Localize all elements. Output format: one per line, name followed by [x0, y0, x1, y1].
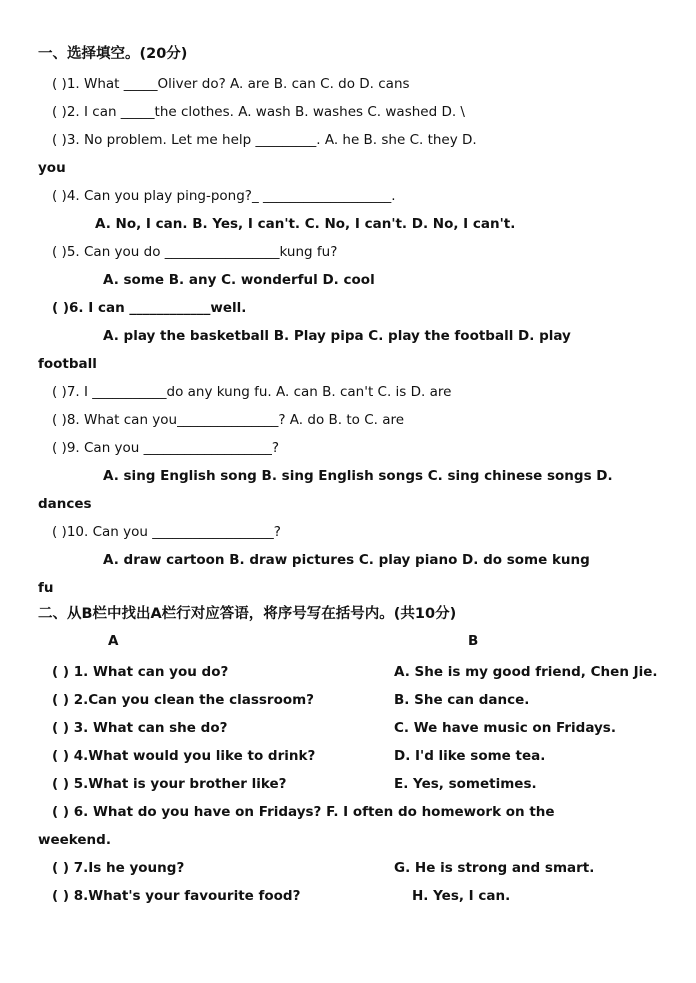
- question-8: ( )8. What can you_______________? A. do B. to C. are: [52, 412, 405, 428]
- question-3-continuation: you: [38, 160, 66, 176]
- question-7: ( )7. I ___________do any kung fu. A. can B. can't C. is D. are: [52, 384, 452, 400]
- column-b-header: B: [468, 633, 479, 649]
- section2-heading: 二、从B栏中找出A栏行对应答语，将序号写在括号内。(共10分): [38, 606, 457, 622]
- match-answer: H. Yes, I can.: [412, 888, 511, 904]
- question-5: ( )5. Can you do _________________kung fu?: [52, 244, 338, 260]
- column-a-header: A: [108, 633, 119, 649]
- match-row: [52, 662, 658, 682]
- question-10-continuation: fu: [38, 580, 54, 596]
- match-row-6: ( ) 6. What do you have on Fridays? F. I often do homework on the: [52, 804, 555, 820]
- match-question: ( ) 1. What can you do?: [52, 664, 229, 680]
- question-10: ( )10. Can you __________________?: [52, 524, 281, 540]
- match-answer: A. She is my good friend, Chen Jie.: [394, 664, 658, 680]
- question-9-options: A. sing English song B. sing English songs C. sing chinese songs D.: [103, 468, 613, 484]
- match-row-6-continuation: weekend.: [38, 832, 111, 848]
- match-answer: E. Yes, sometimes.: [394, 776, 537, 792]
- question-9: ( )9. Can you ___________________?: [52, 440, 280, 456]
- match-question: ( ) 4.What would you like to drink?: [52, 748, 316, 764]
- match-question: ( ) 5.What is your brother like?: [52, 776, 287, 792]
- match-answer: G. He is strong and smart.: [394, 860, 595, 876]
- match-row: [52, 718, 658, 738]
- question-6-options: A. play the basketball B. Play pipa C. play the football D. play: [103, 328, 571, 344]
- match-question: ( ) 7.Is he young?: [52, 860, 185, 876]
- match-question: ( ) 2.Can you clean the classroom?: [52, 692, 315, 708]
- question-4: ( )4. Can you play ping-pong?_ ___________________.: [52, 188, 396, 204]
- match-row: [52, 886, 658, 906]
- match-row: [52, 690, 658, 710]
- match-question: ( ) 8.What's your favourite food?: [52, 888, 301, 904]
- match-question: ( ) 3. What can she do?: [52, 720, 228, 736]
- question-4-options: A. No, I can. B. Yes, I can't. C. No, I can't. D. No, I can't.: [95, 216, 516, 232]
- match-row: [52, 858, 658, 878]
- question-6: ( )6. I can ____________well.: [52, 300, 247, 316]
- question-5-options: A. some B. any C. wonderful D. cool: [103, 272, 375, 288]
- match-row: [52, 746, 658, 766]
- match-answer: B. She can dance.: [394, 692, 530, 708]
- question-10-options: A. draw cartoon B. draw pictures C. play piano D. do some kung: [103, 552, 590, 568]
- question-9-continuation: dances: [38, 496, 92, 512]
- question-6-continuation: football: [38, 356, 97, 372]
- question-3: ( )3. No problem. Let me help _________. A. he B. she C. they D.: [52, 132, 477, 148]
- question-2: ( )2. I can _____the clothes. A. wash B. washes C. washed D. \: [52, 104, 465, 120]
- match-answer: D. I'd like some tea.: [394, 748, 546, 764]
- match-row: [52, 774, 658, 794]
- match-answer: C. We have music on Fridays.: [394, 720, 616, 736]
- question-1: ( )1. What _____Oliver do? A. are B. can C. do D. cans: [52, 76, 410, 92]
- section1-heading: 一、选择填空。(20分): [38, 46, 188, 62]
